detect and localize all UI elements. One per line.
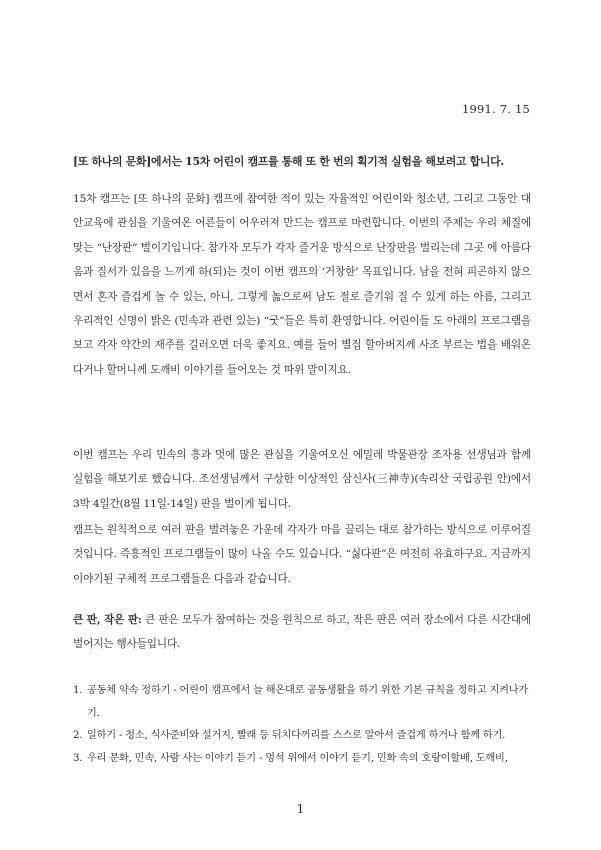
intro-heading: [또 하나의 문화]에서는 15차 어린이 캠프를 통해 또 한 번의 획기적 실험을 해보려고 합니다. xyxy=(73,155,504,168)
list-item-number: 3. xyxy=(73,752,83,764)
list-item-text: 일하기 - 청소, 식사준비와 설거지, 빨래 등 뒤치다꺼리를 스스로 알아서 즐겁게 하거나 함께 하기. xyxy=(87,730,506,742)
list-item-text: 우리 문화, 민속, 사람 사는 이야기 듣기 - 멍석 위에서 이야기 듣기, 민화 속의 호랑이할배, 도깨비, xyxy=(87,752,508,764)
list-item-number: 2. xyxy=(73,730,83,742)
list-item xyxy=(73,680,531,725)
list-item xyxy=(73,725,531,748)
paragraph-camp-format: 캠프는 원칙적으로 여러 판을 벌려놓은 가운데 각자가 마음 끌리는 대로 참가하는 방식으로 이루어질 것입니다. 즉흥적인 프로그램들이 많이 나올 수도 있습니다. “싫다판”은 여전히 유효하구요. 지금까지 이야기된 구체적 프로그램들은 다음과 같습니다. xyxy=(73,524,531,585)
program-list xyxy=(73,680,531,770)
list-item-text: 공동체 약속 정하기 - 어린이 캠프에서 늘 해온대로 공동생활을 하기 위한 기본 규칙을 정하고 지켜나가기. xyxy=(87,685,529,719)
document-date: 1991. 7. 15 xyxy=(461,102,530,116)
paragraph-camp-location: 이번 캠프는 우리 민속의 흥과 멋에 많은 관심을 기울여오신 에밀레 박물관장 조자용 선생님과 함께 실험을 해보기로 했습니다. 조선생님께서 구상한 이상적인 삼신사(三神寺)(속리산 국립공원 안)에서 3박 4일간(8월 11일-14일) 판을 벌이게 됩니다. xyxy=(73,449,531,510)
paragraph-lead-label: 큰 판, 작은 판: xyxy=(73,614,142,626)
paragraph-lead-text: 큰 판은 모두가 참여하는 것을 원칙으로 하고, 작은 판은 여러 장소에서 다른 시간대에 벌어지는 행사들입니다. xyxy=(73,614,531,651)
paragraph-camp-theme: 15차 캠프는 [또 하나의 문화] 캠프에 참여한 적이 있는 자율적인 어린이와 청소년, 그리고 그동안 대안교육에 관심을 기울여온 어른들이 어우러져 만드는 캠프로 마련합니다. 이번의 주제는 우리 체질에 맞는 “난장판” 벌이기입니다. 참가자 모두가 각자 즐거운 방식으로 난장판을 벌리는데 그곳 에 아름다움과 질서가 있음을 느끼게 하(되)는 것이 이번 캠프의 ‘거창한’ 목표입니다. 남을 전혀 피곤하지 않으면서 혼자 즐겁게 놀 수 있는, 아니, 그렇게 놂으로써 남도 절로 즐기워 질 수 있게 하는 아름, 그리고 우리적인 신명이 밝은 (민속과 관련 있는) “굿”들은 특히 환영합니다. 어린이들 도 아래의 프로그램을 보고 각자 약간의 재주를 길러오면 더욱 좋지요. 예를 들어 별집 할아버지께 사조 부르는 법을 배워온다거나 할머니께 도깨비 이야기를 들어오는 것 따위 말이지요. xyxy=(73,193,531,376)
list-item xyxy=(73,748,531,771)
page-number: 1 xyxy=(296,802,305,816)
paragraph-big-small-pan xyxy=(73,608,531,657)
list-item-number: 1. xyxy=(73,685,83,696)
